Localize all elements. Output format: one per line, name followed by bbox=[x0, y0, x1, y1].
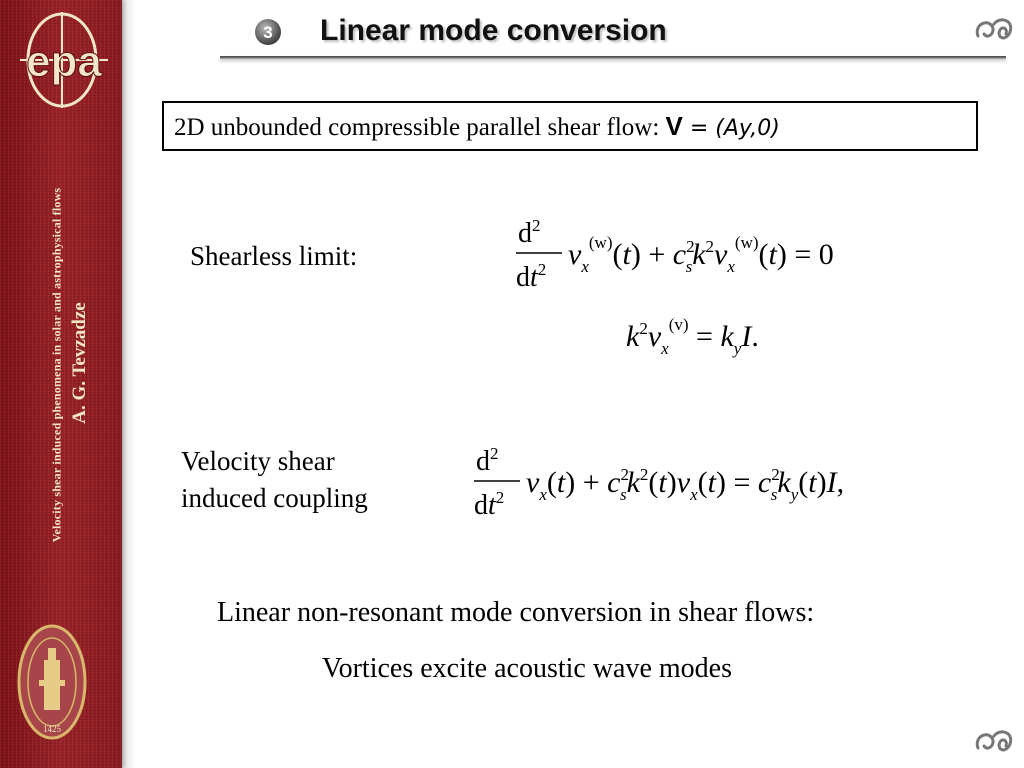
velocity-vector: V bbox=[665, 111, 683, 141]
logo-text: epa bbox=[26, 37, 102, 86]
flow-definition-box bbox=[162, 101, 978, 151]
coupling-label-line1: Velocity shear bbox=[181, 446, 335, 476]
curl-ornament-icon[interactable] bbox=[972, 726, 1018, 758]
sidebar-subtitle: Velocity shear induced phenomena in solar and astrophysical flows bbox=[49, 187, 64, 543]
conclusion-line-1: Linear non-resonant mode conversion in shear flows: bbox=[217, 597, 815, 628]
numbered-bullet-icon bbox=[254, 18, 282, 46]
bullet-number: 3 bbox=[263, 23, 273, 42]
title-divider bbox=[220, 56, 1006, 59]
shearless-equation-1 bbox=[512, 212, 942, 294]
svg-text:dt2: $dt^2$ bbox=[474, 488, 505, 521]
sidebar bbox=[0, 0, 122, 768]
shearless-label: Shearless limit: bbox=[190, 241, 358, 271]
shearless-equation-2 bbox=[622, 310, 832, 362]
sidebar-author: A. G. Tevzadze bbox=[69, 302, 90, 424]
svg-text:d2: $d^2$ bbox=[476, 444, 499, 477]
coupling-equation bbox=[470, 440, 970, 522]
svg-text:vx(w)(t) + c2sk2vx(w)(t) = 0: $v_x^{(w)}(t) + c^2$ $sk^2v_x^{(w)}(t) = 0$ bbox=[568, 233, 834, 276]
seal-year: 1425 bbox=[43, 724, 61, 734]
conclusion-line-2: Vortices excite acoustic wave modes bbox=[322, 653, 733, 684]
coupling-label bbox=[181, 443, 441, 517]
svg-text:vx(t) + c2sk2(t)vx(t) = c2sky(: $v_x(t) + c^2$ $sk^2(t)v_x(t) = c^2$ $sk_y(t)I$, bbox=[526, 465, 845, 504]
curl-ornament-icon bbox=[972, 14, 1018, 46]
sidebar-shadow bbox=[122, 0, 136, 768]
university-seal-icon bbox=[14, 620, 90, 744]
page-title: Linear mode conversion bbox=[320, 14, 667, 47]
svg-text:k2vx(v) = kyI.: $k^2v_x^{(v)} = k_yI$. bbox=[626, 315, 759, 358]
svg-text:d2: $d^2$ bbox=[518, 216, 541, 249]
flow-description: 2D unbounded compressible parallel shear flow: bbox=[174, 114, 666, 141]
coupling-label-line2: induced coupling bbox=[181, 483, 368, 513]
svg-text:dt2: $dt^2$ bbox=[516, 260, 547, 293]
velocity-value: = (Ay,0) bbox=[682, 116, 780, 141]
